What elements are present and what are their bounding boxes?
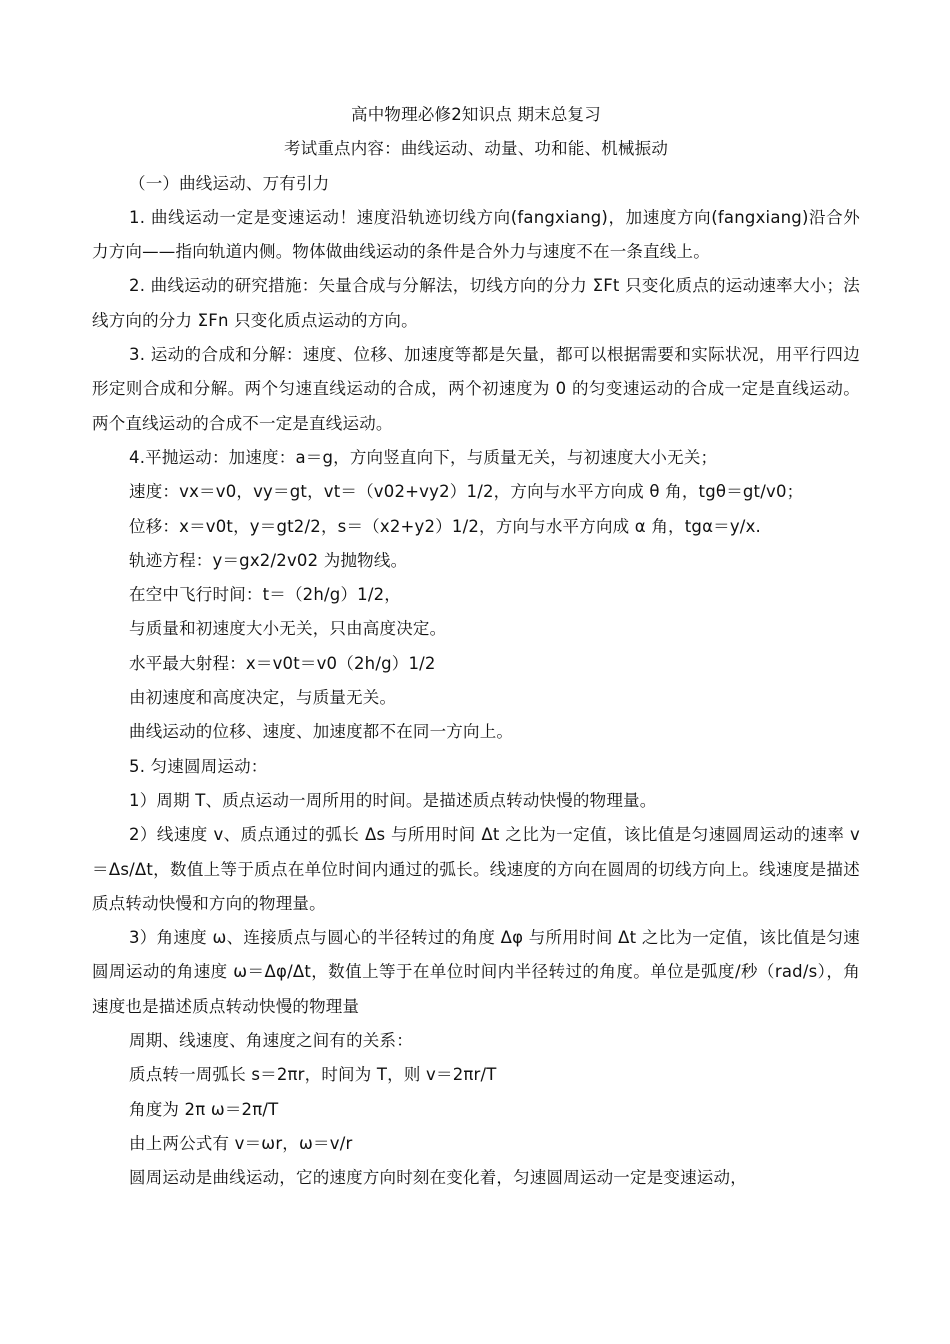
paragraph-period: 1）周期 T、质点运动一周所用的时间。是描述质点转动快慢的物理量。 (129, 790, 657, 810)
paragraph-arc-length-relation: 质点转一周弧长 s＝2πr，时间为 T，则 v＝2πr/T (129, 1065, 497, 1085)
paragraph-projectile-acceleration: 4.平抛运动：加速度：a＝g，方向竖直向下，与质量无关，与初速度大小无关； (129, 447, 718, 467)
paragraph-projectile-displacement: 位移：x＝v0t，y＝gt2/2，s＝（x2+y2）1/2，方向与水平方向成 α 角，tgα＝y/x. (129, 516, 761, 536)
paragraph-derived-relation: 由上两公式有 v＝ωr，ω＝v/r (129, 1133, 353, 1153)
paragraph-relations-heading: 周期、线速度、角速度之间有的关系： (129, 1031, 413, 1051)
paragraph-trajectory-equation: 轨迹方程：y＝gx2/2v02 为抛物线。 (129, 550, 408, 570)
paragraph-curve-motion-methods: 2. 曲线运动的研究措施：矢量合成与分解法，切线方向的分力 ΣFt 只变化质点的运动速率大小；法线方向的分力 ΣFn 只变化质点运动的方向。 (92, 276, 860, 330)
paragraph-linear-velocity: 2）线速度 v、质点通过的弧长 Δs 与所用时间 Δt 之比为一定值，该比值是匀速圆周运动的速率 v＝Δs/Δt，数值上等于质点在单位时间内通过的弧长。线速度的方向在圆周的切线方向上。线速度是描述质点转动快慢和方向的物理量。 (92, 825, 860, 913)
paragraph-flight-time-note: 与质量和初速度大小无关，只由高度决定。 (129, 619, 447, 639)
paragraph-circular-motion-conclusion: 圆周运动是曲线运动，它的速度方向时刻在变化着，匀速圆周运动一定是变速运动， (129, 1168, 747, 1188)
document-title: 高中物理必修2知识点 期末总复习 (351, 105, 601, 124)
paragraph-circular-motion-heading: 5. 匀速圆周运动： (129, 756, 268, 776)
paragraph-curve-motion-variable-speed: 1. 曲线运动一定是变速运动！速度沿轨迹切线方向(fangxiang)，加速度方向(fangxiang)沿合外力方向——指向轨道内侧。物体做曲线运动的条件是合外力与速度不在一条直线上。 (92, 207, 860, 262)
paragraph-angular-velocity: 3）角速度 ω、连接质点与圆心的半径转过的角度 Δφ 与所用时间 Δt 之比为一定值，该比值是匀速圆周运动的角速度 ω＝Δφ/Δt，数值上等于在单位时间内半径转过的角度。单位是弧度/秒（rad/s），角速度也是描述质点转动快慢的物理量 (92, 928, 860, 1016)
paragraph-flight-time: 在空中飞行时间：t＝（2h/g）1/2， (129, 585, 402, 605)
paragraph-max-range-note: 由初速度和高度决定，与质量无关。 (129, 688, 397, 708)
document-subtitle: 考试重点内容：曲线运动、动量、功和能、机械振动 (283, 139, 669, 159)
paragraph-angle-relation: 角度为 2π ω＝2π/T (129, 1099, 279, 1119)
document-body (92, 98, 860, 1196)
paragraph-motion-composition: 3. 运动的合成和分解：速度、位移、加速度等都是矢量，都可以根据需要和实际状况，用平行四边形定则合成和分解。两个匀速直线运动的合成，两个初速度为 0 的匀变速运动的合成一定是直线运动。两个直线运动的合成不一定是直线运动。 (92, 345, 860, 433)
paragraph-curve-vectors-note: 曲线运动的位移、速度、加速度都不在同一方向上。 (129, 722, 514, 742)
section-heading: （一）曲线运动、万有引力 (129, 173, 330, 193)
paragraph-max-range: 水平最大射程：x＝v0t＝v0（2h/g）1/2 (129, 653, 436, 673)
paragraph-projectile-velocity: 速度：vx＝v0，vy＝gt，vt＝（v02+vy2）1/2，方向与水平方向成 θ 角，tgθ＝gt/v0； (129, 482, 804, 502)
